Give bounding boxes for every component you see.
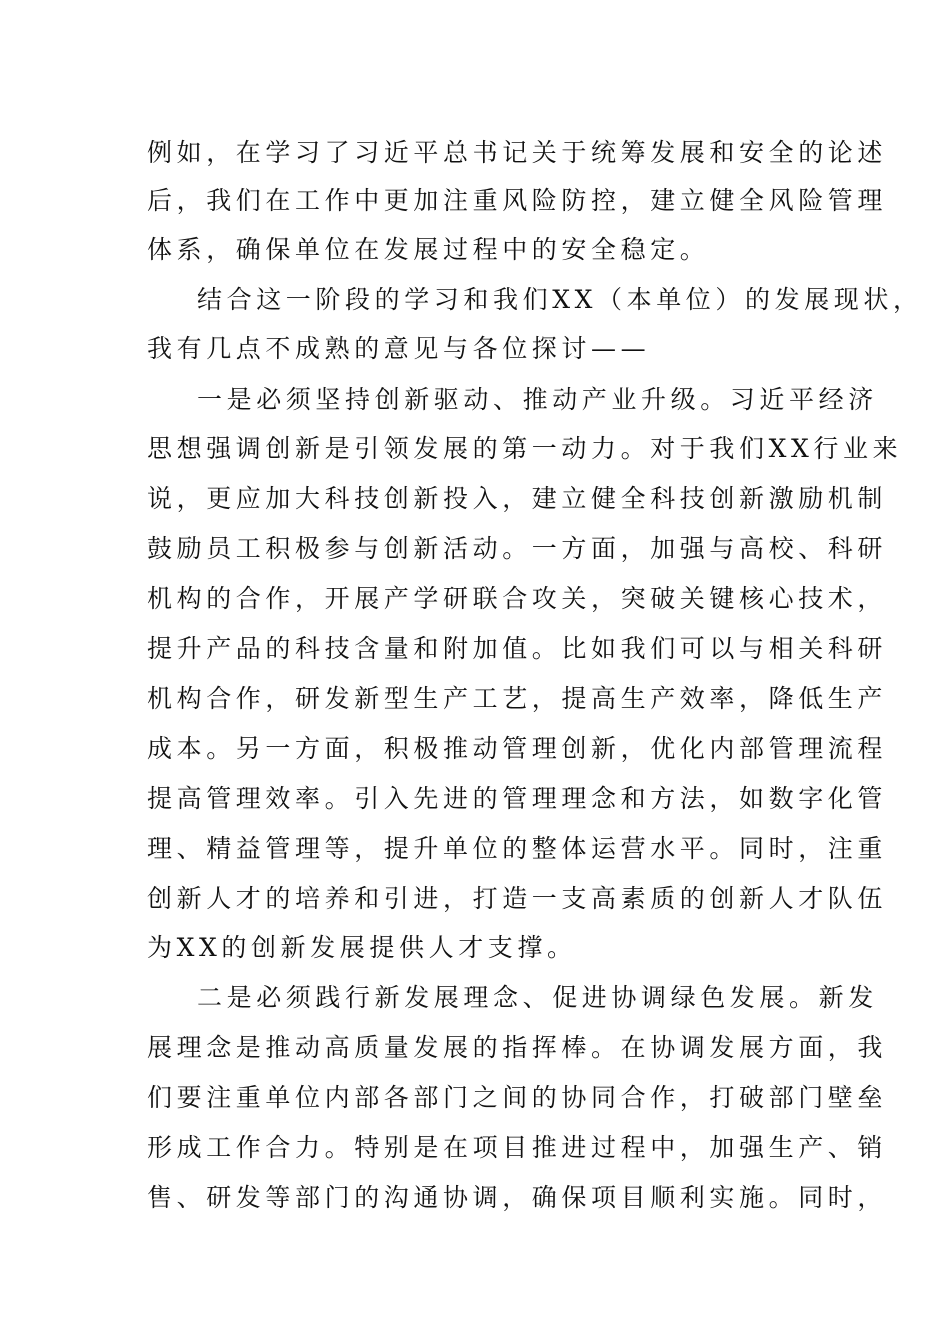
paragraph-3-line-8: 成本。另一方面，积极推动管理创新，优化内部管理流程 [147, 734, 888, 763]
paragraph-4-line-2: 展理念是推动高质量发展的指挥棒。在协调发展方面，我 [147, 1033, 888, 1062]
paragraph-3-line-7: 机构合作，研发新型生产工艺，提高生产效率，降低生产 [147, 684, 888, 713]
paragraph-2-line-2: 我有几点不成熟的意见与各位探讨—— [147, 334, 651, 363]
paragraph-3-line-2: 思想强调创新是引领发展的第一动力。对于我们XX行业来 [147, 434, 903, 463]
paragraph-4-line-5: 售、研发等部门的沟通协调，确保项目顺利实施。同时， [147, 1183, 888, 1212]
paragraph-3-line-5: 机构的合作，开展产学研联合攻关，突破关键核心技术， [147, 584, 888, 613]
paragraph-4-line-3: 们要注重单位内部各部门之间的协同合作，打破部门壁垒 [147, 1083, 888, 1112]
paragraph-3-line-9: 提高管理效率。引入先进的管理理念和方法，如数字化管 [147, 784, 888, 813]
paragraph-3-line-6: 提升产品的科技含量和附加值。比如我们可以与相关科研 [147, 634, 888, 663]
paragraph-3-line-1: 一是必须坚持创新驱动、推动产业升级。习近平经济 [197, 385, 878, 414]
paragraph-4-line-1: 二是必须践行新发展理念、促进协调绿色发展。新发 [197, 983, 878, 1012]
paragraph-3-line-10: 理、精益管理等，提升单位的整体运营水平。同时，注重 [147, 834, 888, 863]
paragraph-3-line-3: 说，更应加大科技创新投入，建立健全科技创新激励机制 [147, 484, 888, 513]
paragraph-1-line-3: 体系，确保单位在发展过程中的安全稳定。 [147, 235, 710, 264]
paragraph-1-line-1: 例如，在学习了习近平总书记关于统筹发展和安全的论述 [147, 138, 888, 167]
paragraph-2-line-1: 结合这一阶段的学习和我们XX（本单位）的发展现状， [197, 285, 923, 314]
paragraph-4-line-4: 形成工作合力。特别是在项目推进过程中，加强生产、销 [147, 1133, 888, 1162]
paragraph-3-line-4: 鼓励员工积极参与创新活动。一方面，加强与高校、科研 [147, 534, 888, 563]
paragraph-3-line-12: 为XX的创新发展提供人才支撑。 [147, 933, 577, 962]
paragraph-3-line-11: 创新人才的培养和引进，打造一支高素质的创新人才队伍 [147, 884, 888, 913]
paragraph-1-line-2: 后，我们在工作中更加注重风险防控，建立健全风险管理 [147, 186, 888, 215]
